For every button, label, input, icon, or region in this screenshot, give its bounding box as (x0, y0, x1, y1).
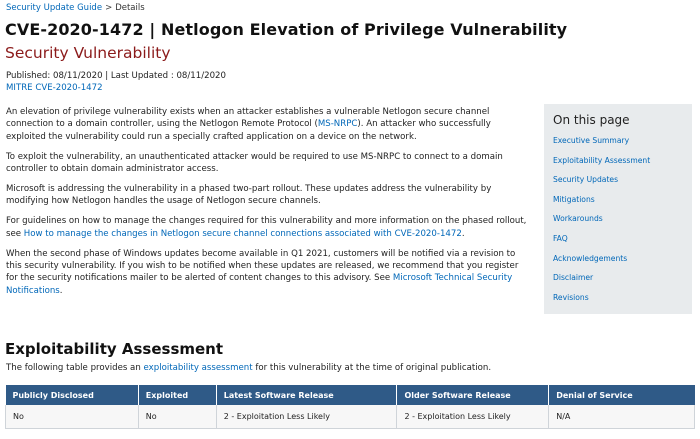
toc-item-executive-summary[interactable]: Executive Summary (553, 136, 630, 145)
toc-item-faq[interactable]: FAQ (553, 233, 568, 243)
column-header-latest-software-release: Latest Software Release (216, 385, 397, 405)
vulnerability-description (6, 106, 528, 305)
exploitability-heading: Exploitability Assessment (5, 340, 224, 358)
exploitability-table (5, 385, 695, 429)
toc-title: On this page (553, 113, 630, 127)
description-text: . (59, 285, 63, 296)
description-paragraph-2: To exploit the vulnerability, an unauthenticated attacker would be required to use MS-NRPC to connect to a domain controller to obtain domain administrator access. (6, 151, 503, 175)
description-text: ). An attacker who successfully exploited the vulnerability could run a specially crafted application on a device on the network. (6, 119, 491, 142)
cell-older-software-release: 2 - Exploitation Less Likely (397, 405, 549, 428)
toc-item-revisions[interactable]: Revisions (553, 292, 589, 302)
table-header-row (6, 385, 695, 405)
cell-exploited: No (138, 405, 216, 428)
breadcrumb-current: Details (115, 3, 145, 13)
description-text: When the second phase of Windows updates become available in Q1 2021, customers will be notified via a revision to this security vulnerability. If you wish to be notified when these updates are released, we recommend that you register for the security notifications mailer to be alerted of content changes to this advisory. See (6, 248, 519, 284)
netlogon-guidance-link[interactable]: How to manage the changes in Netlogon secure channel connections associated with CVE-2020-1472 (23, 228, 462, 239)
column-header-older-software-release: Older Software Release (397, 385, 549, 405)
description-paragraph-3: Microsoft is addressing the vulnerability in a phased two-part rollout. These updates address the vulnerability by modifying how Netlogon handles the usage of Netlogon secure channels. (6, 184, 492, 207)
breadcrumb-security-update-guide[interactable]: Security Update Guide (6, 3, 103, 13)
toc-item-mitigations[interactable]: Mitigations (553, 194, 595, 204)
intro-text: for this vulnerability at the time of original publication. (252, 363, 492, 373)
cell-publicly-disclosed: No (6, 405, 139, 428)
column-header-exploited: Exploited (138, 385, 216, 405)
description-text: An elevation of privilege vulnerability exists when an attacker establishes a vulnerable Netlogon secure channel connection to a domain controller, using the Netlogon Remote Protocol ( (6, 107, 490, 130)
page-title: CVE-2020-1472 | Netlogon Elevation of Privilege Vulnerability (5, 20, 568, 39)
intro-text: The following table provides an (6, 363, 144, 373)
column-header-publicly-disclosed: Publicly Disclosed (6, 385, 139, 405)
mitre-cve-link[interactable]: MITRE CVE-2020-1472 (6, 83, 103, 93)
breadcrumb (6, 3, 145, 13)
on-this-page-panel (544, 104, 692, 314)
security-notifications-link[interactable]: Microsoft Technical Security Notifications (6, 273, 513, 296)
description-text: For guidelines on how to manage the changes required for this vulnerability and more information on the phased rollout, see (6, 216, 527, 239)
description-paragraph-5 (6, 248, 528, 298)
breadcrumb-separator: > (105, 3, 113, 13)
description-text: . (461, 228, 465, 239)
publication-meta (6, 70, 226, 94)
exploitability-assessment-link[interactable]: exploitability assessment (143, 363, 253, 373)
toc-item-disclaimer[interactable]: Disclaimer (553, 273, 594, 283)
table-row (6, 405, 695, 428)
column-header-denial-of-service: Denial of Service (549, 385, 695, 405)
description-paragraph-1 (6, 106, 528, 143)
page-subtitle: Security Vulnerability (5, 44, 171, 62)
published-dates: Published: 08/11/2020 | Last Updated : 08/11/2020 (6, 71, 226, 81)
toc-item-acknowledgements[interactable]: Acknowledgements (553, 253, 628, 263)
exploitability-intro (6, 363, 491, 373)
ms-nrpc-link[interactable]: MS-NRPC (317, 119, 358, 130)
toc-item-workarounds[interactable]: Workarounds (553, 214, 603, 224)
toc-item-exploitability-assessment[interactable]: Exploitability Assessment (553, 155, 651, 165)
cell-latest-software-release: 2 - Exploitation Less Likely (216, 405, 397, 428)
cell-denial-of-service: N/A (549, 405, 695, 428)
description-paragraph-4 (6, 215, 528, 240)
toc-item-security-updates[interactable]: Security Updates (553, 175, 619, 185)
